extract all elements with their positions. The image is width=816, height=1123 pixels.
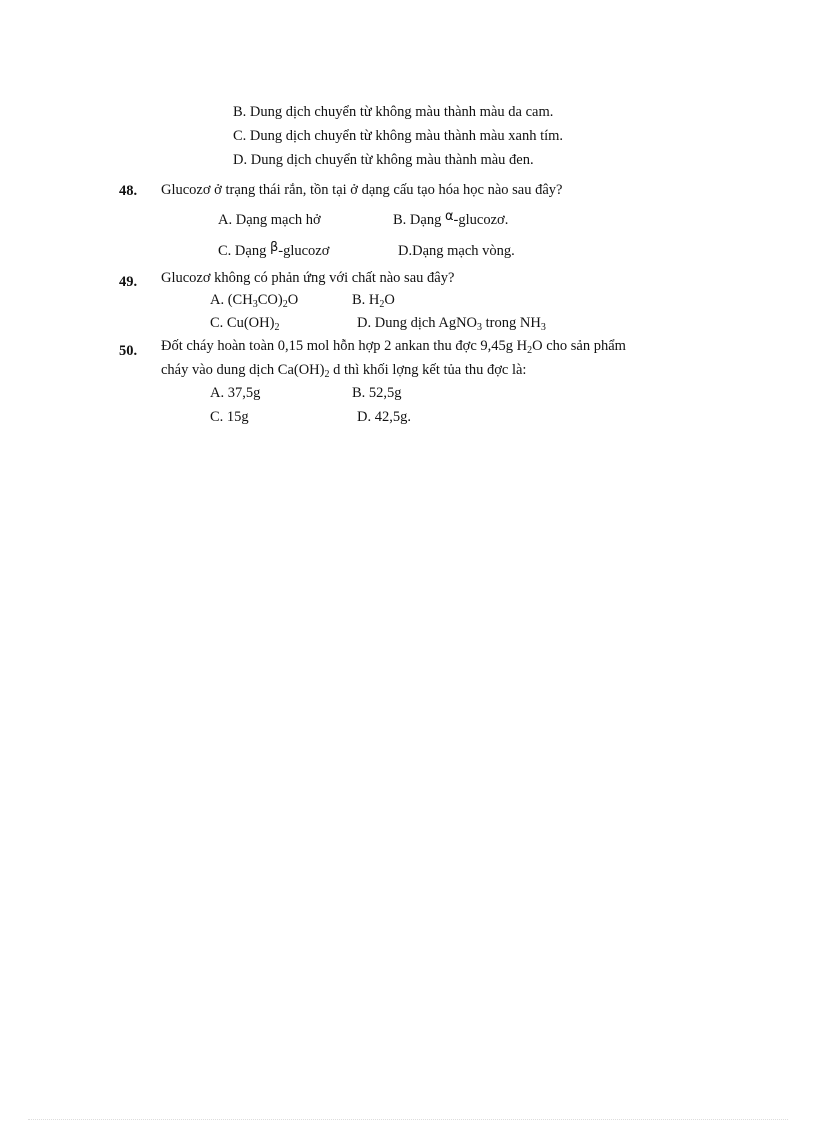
- q48-option-b-prefix: B. Dạng: [393, 212, 445, 228]
- q49-b-prefix: B. H: [352, 292, 380, 308]
- q50-option-a: A. 37,5g: [210, 385, 261, 401]
- q50-line1-end: O cho sản phẩm: [532, 338, 626, 354]
- q48-option-c-prefix: C. Dạng: [218, 243, 270, 259]
- q49-a-end: O: [287, 292, 299, 308]
- q48-option-c-suffix: -glucozơ: [278, 243, 330, 259]
- q48-option-c: [218, 242, 329, 261]
- q50-number: 50.: [119, 343, 138, 359]
- q49-question: Glucozơ không có phản ứng với chất nào sau đây?: [161, 270, 455, 286]
- q50-question-line2: [161, 361, 526, 379]
- q49-c-prefix: C. Cu(OH): [210, 315, 275, 331]
- q49-option-a: [210, 291, 298, 309]
- q49-option-d: [357, 314, 546, 332]
- q50-line2-sub: 2: [324, 369, 330, 380]
- q49-d-prefix: D. Dung dịch AgNO: [357, 315, 478, 331]
- q50-option-b: B. 52,5g: [352, 385, 402, 401]
- q48-option-a: A. Dạng mạch hở: [218, 212, 321, 228]
- q48-number: 48.: [119, 183, 138, 199]
- q49-d-mid: trong NH: [482, 315, 541, 331]
- q50-line1-prefix: Đốt cháy hoàn toàn 0,15 mol hỗn hợp 2 ankan thu đợc 9,45g H: [161, 338, 528, 354]
- q50-line2-end: d thì khối lợng kết tủa thu đợc là:: [329, 362, 527, 378]
- q50-option-c: C. 15g: [210, 409, 249, 425]
- q49-d-sub2: 3: [540, 322, 546, 333]
- q47-option-b: B. Dung dịch chuyển từ không màu thành màu da cam.: [233, 104, 554, 120]
- q48-option-d: D.Dạng mạch vòng.: [398, 243, 515, 259]
- q49-a-prefix: A. (CH: [210, 292, 253, 308]
- q49-b-end: O: [384, 292, 395, 308]
- alpha-symbol: α: [444, 209, 454, 224]
- q50-question-line1: [161, 337, 626, 355]
- q47-option-d: D. Dung dịch chuyển từ không màu thành màu đen.: [233, 152, 534, 168]
- beta-symbol: β: [269, 240, 279, 255]
- q49-c-sub: 2: [274, 322, 280, 333]
- q49-b-sub: 2: [379, 299, 385, 310]
- q50-line1-sub: 2: [527, 345, 533, 356]
- q48-question: Glucozơ ở trạng thái rắn, tồn tại ở dạng cấu tạo hóa học nào sau đây?: [161, 182, 563, 198]
- q49-a-sub1: 3: [252, 299, 258, 310]
- q49-a-sub2: 2: [282, 299, 288, 310]
- q49-a-mid: CO): [257, 292, 283, 308]
- q49-option-b: [352, 291, 395, 309]
- q49-d-sub1: 3: [477, 322, 483, 333]
- q49-number: 49.: [119, 274, 138, 290]
- q50-option-d: D. 42,5g.: [357, 409, 411, 425]
- q48-option-b: [393, 211, 508, 230]
- q48-option-b-suffix: -glucozơ.: [453, 212, 509, 228]
- q49-option-c: [210, 314, 279, 332]
- q47-option-c: C. Dung dịch chuyển từ không màu thành màu xanh tím.: [233, 128, 564, 144]
- page-bottom-rule: [28, 1119, 788, 1120]
- q50-line2-prefix: cháy vào dung dịch Ca(OH): [161, 362, 325, 378]
